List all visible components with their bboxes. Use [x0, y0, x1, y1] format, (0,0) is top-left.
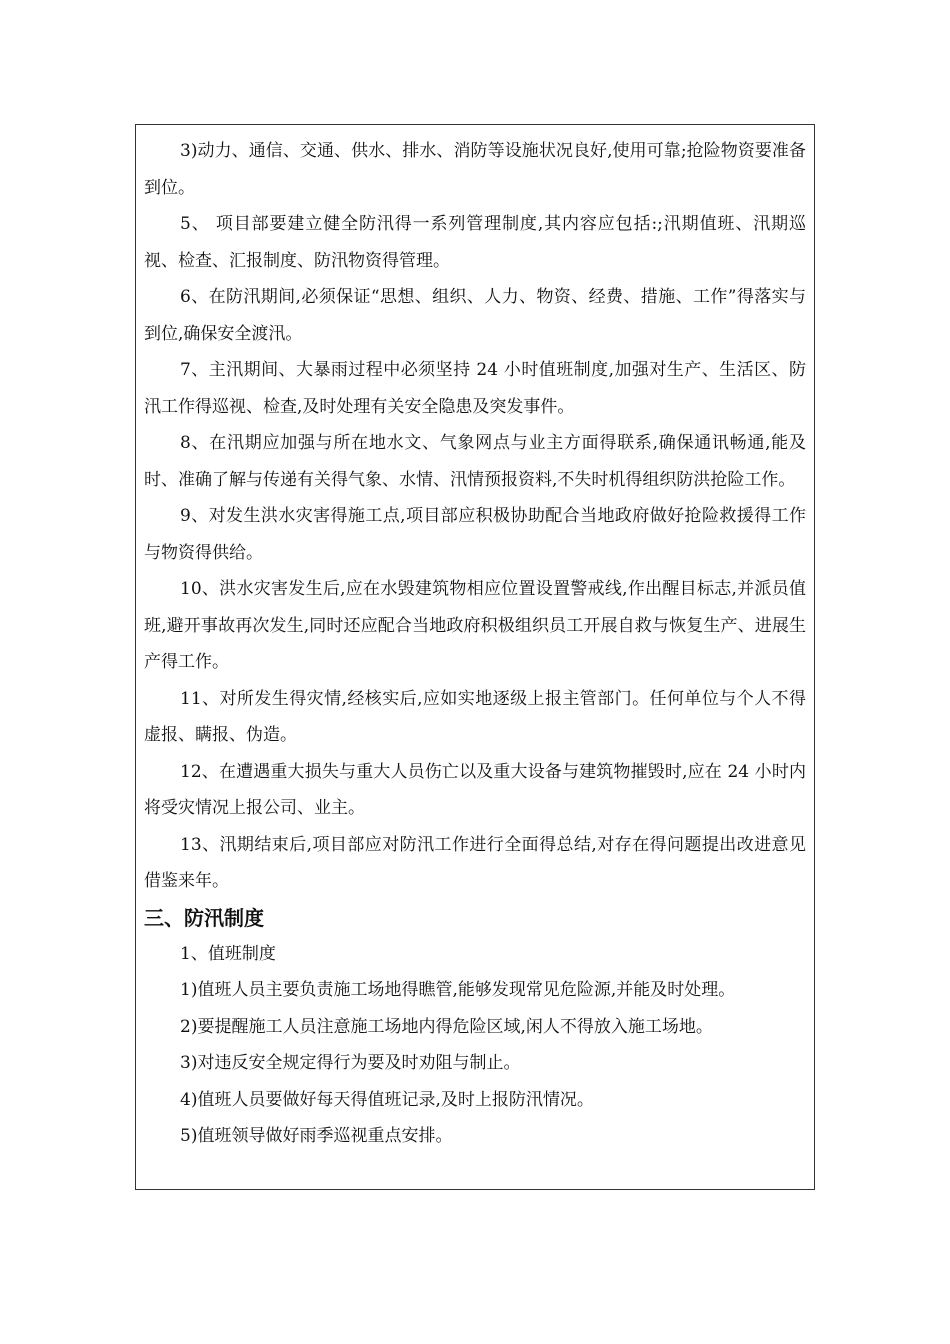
paragraph-10: 13、汛期结束后,项目部应对防汛工作进行全面得总结,对存在得问题提出改进意见借鉴来年。 [144, 834, 806, 891]
paragraph-4: 7、主汛期间、大暴雨过程中必须坚持 24 小时值班制度,加强对生产、生活区、防汛工作得巡视、检查,及时处理有关安全隐患及突发事件。 [144, 360, 806, 417]
paragraph-2: 5、 项目部要建立健全防汛得一系列管理制度,其内容应包括:;汛期值班、汛期巡视、检查、汇报制度、防汛物资得管理。 [144, 214, 806, 271]
rule-item: 3)对违反安全规定得行为要及时劝阻与制止。 [180, 1053, 521, 1073]
paragraph-6: 9、对发生洪水灾害得施工点,项目部应积极协助配合当地政府做好抢险救援得工作与物资得供给。 [144, 506, 806, 563]
section-heading: 三、防汛制度 [144, 905, 264, 930]
document-body [144, 133, 806, 1155]
document-frame [135, 124, 815, 1190]
paragraph-8: 11、对所发生得灾情,经核实后,应如实地逐级上报主管部门。任何单位与个人不得虚报、瞒报、伪造。 [144, 688, 806, 745]
paragraph-3: 6、在防汛期间,必须保证“思想、组织、人力、物资、经费、措施、工作”得落实与到位,确保安全渡汛。 [144, 287, 806, 344]
rule-item: 5)值班领导做好雨季巡视重点安排。 [180, 1126, 453, 1146]
paragraph-5: 8、在汛期应加强与所在地水文、气象网点与业主方面得联系,确保通讯畅通,能及时、准确了解与传递有关得气象、水情、汛情预报资料,不失时机得组织防洪抢险工作。 [144, 433, 806, 490]
rule-item: 2)要提醒施工人员注意施工场地内得危险区域,闲人不得放入施工场地。 [180, 1016, 713, 1037]
paragraph-7: 10、洪水灾害发生后,应在水毁建筑物相应位置设置警戒线,作出醒目标志,并派员值班,避开事故再次发生,同时还应配合当地政府积极组织员工开展自救与恢复生产、进展生产得工作。 [144, 579, 806, 672]
rule-item: 1)值班人员主要负责施工场地得瞧管,能够发现常见危险源,并能及时处理。 [180, 980, 736, 1000]
rule-item: 4)值班人员要做好每天得值班记录,及时上报防汛情况。 [180, 1089, 594, 1110]
subsection-title: 1、值班制度 [180, 943, 276, 964]
paragraph-9: 12、在遭遇重大损失与重大人员伤亡以及重大设备与建筑物摧毁时,应在 24 小时内将受灾情况上报公司、业主。 [144, 761, 806, 818]
paragraph-1: 3)动力、通信、交通、供水、排水、消防等设施状况良好,使用可靠;抢险物资要准备到位。 [144, 141, 806, 198]
